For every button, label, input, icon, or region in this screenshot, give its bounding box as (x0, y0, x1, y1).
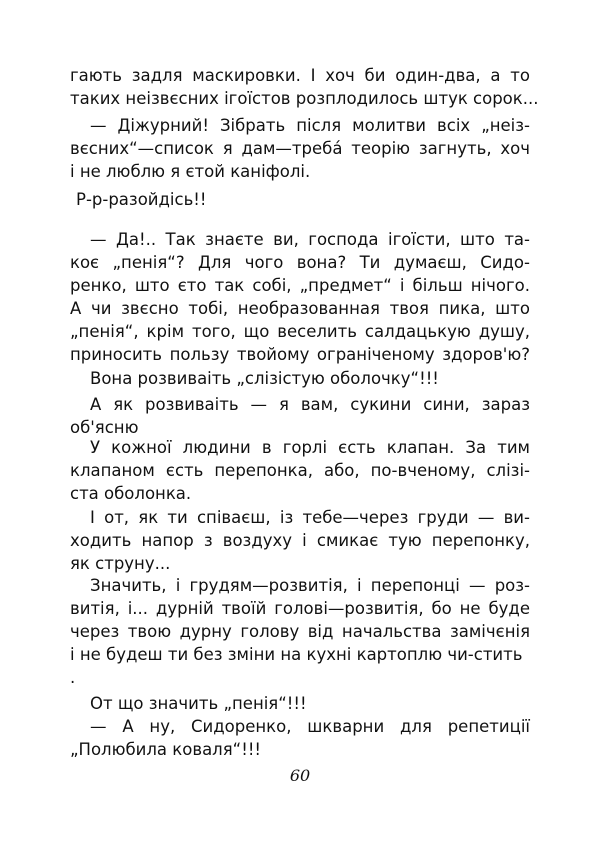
text-line: через твою дурну голову від начальства замічєнія (70, 622, 530, 641)
paragraph-3 (70, 188, 530, 211)
text-line: клапаном єсть перепонка, або, по-вченому, слізі- (70, 461, 530, 480)
text-line: — А ну, Сидоренко, шкварни для репетиції (90, 717, 530, 736)
text-line: От що значить „пенія“!!! (90, 694, 307, 713)
text-line: „пенія“, крім того, що веселить салдацькую душу, (70, 322, 530, 341)
paragraph-2 (70, 114, 530, 183)
text-line: — Да!.. Так знаєте ви, господа ігоїсти, што та- (90, 230, 530, 249)
text-line: таких неізвєсних ігоїстов розплодилось штук сорок... (70, 89, 539, 108)
text-line: витія, і... дурній твоїй голові—розвитія, бо не буде (70, 599, 530, 618)
paragraph-11 (70, 715, 530, 761)
text-line: — Діжурний! Зібрать після молитви всіх „неіз- (90, 116, 530, 135)
text-line: А як розвиваіть — я вам, сукини сини, зараз (90, 395, 530, 414)
text-line: І от, як ти співаєш, із тебе—через груди — ви- (90, 508, 530, 527)
text-line: „Полюбила коваля“!!! (70, 740, 262, 759)
paragraph-4 (70, 228, 530, 366)
text-line: вєсних“—список я дам—требá теорію загнуть, хоч (70, 139, 530, 158)
text-line: гають задля маскировки. І хоч би один-два, а то (70, 66, 530, 85)
paragraph-1 (70, 64, 539, 110)
text-line: Значить, і грудям—розвитія, і перепонці — роз- (90, 576, 530, 595)
text-line: Р-р-разойдісь!! (76, 190, 207, 209)
paragraph-5 (70, 367, 530, 390)
text-line: А чи звєсно тобі, необразованная твоя пика, што (70, 299, 530, 318)
text-line: У кожної людини в горлі єсть клапан. За тим (90, 438, 530, 457)
text-line: як струну... (70, 554, 171, 573)
paragraph-7 (70, 436, 530, 505)
text-line: об'ясню (70, 418, 139, 437)
text-line: і не люблю я єтой каніфолі. (70, 162, 311, 181)
text-line: коє „пенія“? Для чого вона? Ти думаєш, Сидо- (70, 253, 530, 272)
text-line: ренко, што єто так собі, „предмет“ і більш нічого. (70, 276, 530, 295)
text-line: Вона розвиваіть „слізістую оболочку“!!! (90, 369, 439, 388)
page-number: 60 (289, 766, 311, 785)
paragraph-6 (70, 393, 530, 439)
paragraph-9 (70, 574, 530, 689)
paragraph-10 (70, 692, 530, 715)
text-line: і не будеш ти без зміни на кухні картоплю чи-стить . (70, 645, 523, 687)
paragraph-8 (70, 506, 530, 575)
text-line: приносить пользу твойому ограніченому здоров'ю? (70, 345, 530, 364)
text-line: ходить напор з воздуху і смикає тую перепонку, (70, 531, 530, 550)
text-line: ста оболонка. (70, 484, 192, 503)
